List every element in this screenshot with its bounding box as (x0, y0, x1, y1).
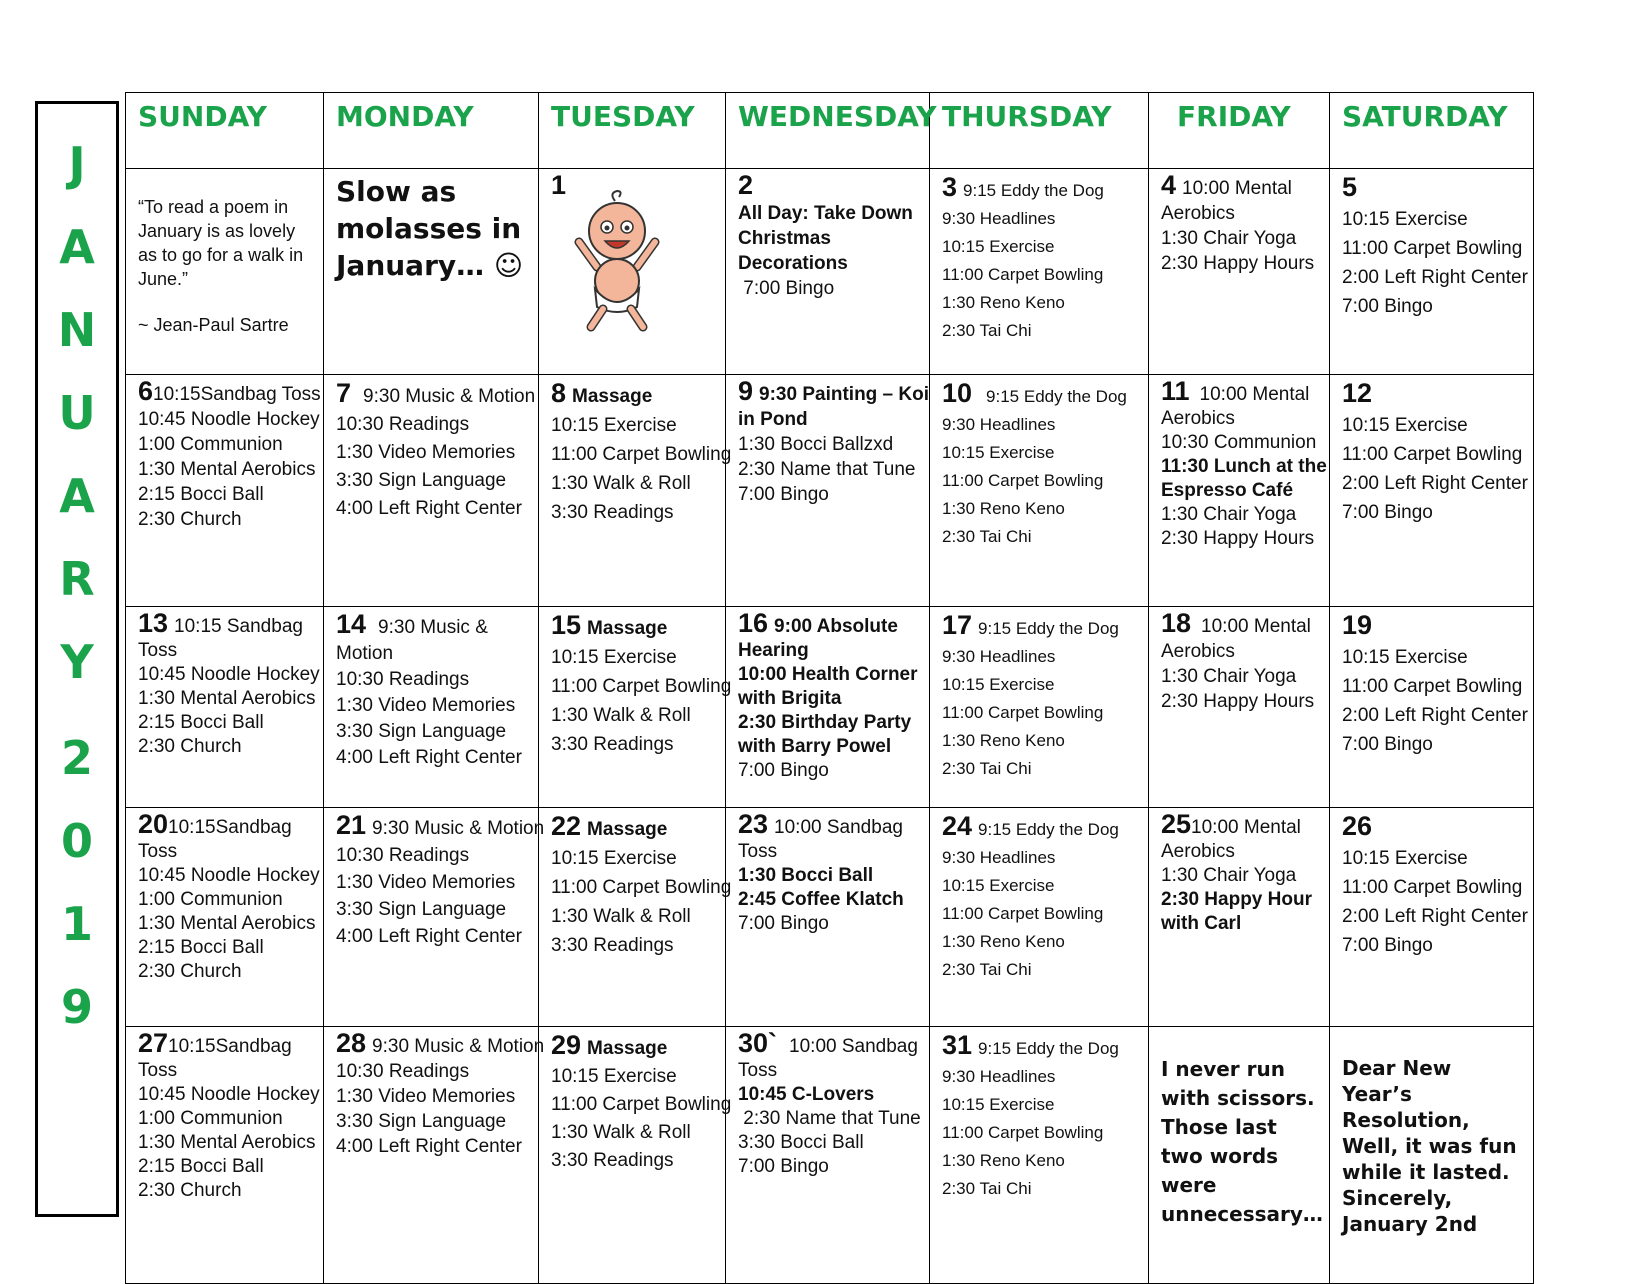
day-number: 6 (138, 376, 154, 407)
weekday-header: THURSDAY (930, 93, 1149, 169)
event-item: 9:30 Music & Motion (363, 386, 536, 408)
day-cell-4 (1149, 169, 1330, 375)
event-item: 11:00 Carpet Bowling (1342, 675, 1523, 697)
event-item: 9:30 Music & Motion (372, 1036, 545, 1058)
event-item: 10:30 Readings (336, 1061, 470, 1083)
event-item: Toss (138, 1060, 178, 1082)
event-item: 9:30 Music & (378, 616, 488, 638)
banner-letter: J (68, 137, 86, 191)
banner-letter: 2 (60, 731, 93, 785)
event-item: 1:30 Mental Aerobics (138, 687, 316, 709)
event-item: 10:45 Noodle Hockey (138, 864, 320, 886)
event-item: Aerobics (1161, 408, 1235, 430)
banner-letter: 9 (60, 980, 93, 1034)
joke-text: I never run with scissors. Those last two words were unnecessary… (1161, 1057, 1323, 1227)
day-number: 31 (942, 1030, 973, 1061)
event-item: 11:00 Carpet Bowling (551, 876, 732, 898)
day-number: 3 (942, 172, 958, 203)
event-item: 1:30 Video Memories (336, 1086, 516, 1108)
weekday-header-row (126, 93, 1534, 169)
event-item: 3:30 Sign Language (336, 898, 507, 920)
event-item: 9:15 Eddy the Dog (978, 618, 1119, 638)
day-number: 30` (738, 1028, 778, 1059)
event-item: All Day: Take Down (738, 203, 913, 225)
event-item: 2:00 Left Right Center (1342, 473, 1528, 495)
saying-line: January… (336, 249, 485, 283)
event-item: 2:30 Name that Tune (738, 459, 916, 481)
event-item: 2:30 Happy Hour (1161, 888, 1312, 910)
event-item: 1:30 Reno Keno (942, 499, 1065, 519)
event-item: 9:15 Eddy the Dog (978, 819, 1119, 839)
day-cell-2 (726, 169, 930, 375)
weekday-header: FRIDAY (1149, 93, 1330, 169)
day-cell-24 (930, 807, 1149, 1026)
day-cell-31 (930, 1027, 1149, 1284)
event-item: 2:15 Bocci Ball (138, 1156, 264, 1178)
event-item: 11:00 Carpet Bowling (942, 471, 1104, 491)
event-item: 9:30 Headlines (942, 415, 1056, 435)
event-item: with Brigita (738, 687, 842, 709)
month-banner (35, 101, 119, 1217)
week-row-2 (126, 375, 1534, 606)
event-item: 4:00 Left Right Center (336, 1136, 522, 1158)
event-item: 2:30 Happy Hours (1161, 690, 1315, 712)
event-item: 7:00 Bingo (1342, 934, 1433, 956)
event-item: with Barry Powel (738, 735, 892, 757)
event-item: 3:30 Sign Language (336, 1111, 507, 1133)
event-item: 9:30 Painting – Koi (759, 384, 930, 406)
event-item: Massage (587, 617, 668, 639)
banner-letter: 0 (60, 814, 93, 868)
day-cell-5 (1330, 169, 1534, 375)
banner-letter: A (59, 220, 95, 274)
day-cell-15 (539, 606, 732, 807)
event-item: 10:30 Communion (1161, 432, 1317, 454)
day-cell-6 (126, 375, 324, 606)
event-item: 10:15Sandbag Toss (153, 384, 321, 406)
day-cell-21 (324, 807, 545, 1026)
event-item: 11:00 Carpet Bowling (551, 675, 732, 697)
day-number: 28 (336, 1028, 367, 1059)
day-number: 27 (138, 1028, 169, 1059)
day-cell-9 (726, 375, 930, 606)
day-cell-11 (1149, 375, 1330, 606)
event-item: Hearing (738, 639, 809, 661)
day-cell-30 (726, 1027, 930, 1284)
weekday-header: SATURDAY (1330, 93, 1534, 169)
day-cell-saying (324, 169, 539, 375)
event-item: 1:30 Video Memories (336, 694, 516, 716)
event-item: 11:00 Carpet Bowling (942, 903, 1104, 923)
day-number: 1 (551, 170, 567, 201)
event-item: 9:15 Eddy the Dog (978, 1039, 1119, 1059)
event-item: 2:15 Bocci Ball (138, 936, 264, 958)
event-item: 9:30 Headlines (942, 1067, 1056, 1087)
day-number: 10 (942, 378, 973, 409)
day-number: 13 (138, 607, 169, 638)
event-item: 10:30 Readings (336, 668, 470, 690)
event-item: 10:00 Mental (1201, 615, 1311, 637)
event-item: Toss (138, 840, 178, 862)
event-item: 7:00 Bingo (738, 1156, 829, 1178)
banner-letter: Y (60, 635, 94, 689)
event-item: 2:30 Happy Hours (1161, 528, 1315, 550)
event-item: 3:30 Sign Language (336, 470, 507, 492)
event-item: 10:15 Exercise (942, 1095, 1055, 1115)
event-item: 11:30 Lunch at the (1161, 456, 1327, 478)
weekday-header: TUESDAY (539, 93, 726, 169)
event-item: 9:30 Music & Motion (372, 817, 545, 839)
event-item: 1:30 Walk & Roll (551, 704, 691, 726)
event-item: 2:45 Coffee Klatch (738, 888, 904, 910)
day-number: 15 (551, 609, 582, 640)
event-item: Espresso Café (1161, 480, 1294, 502)
event-item: 2:00 Left Right Center (1342, 905, 1528, 927)
event-item: Christmas (738, 228, 831, 250)
event-item: Toss (138, 639, 178, 661)
event-item: 4:00 Left Right Center (336, 498, 522, 520)
weekday-header: MONDAY (324, 93, 539, 169)
event-item: 1:00 Communion (138, 1108, 283, 1130)
day-cell-7 (324, 375, 539, 606)
day-number: 29 (551, 1030, 582, 1061)
event-item: 10:15 Exercise (551, 847, 677, 869)
event-item: 1:30 Reno Keno (942, 293, 1065, 313)
day-cell-29 (539, 1027, 732, 1284)
event-item: 1:30 Chair Yoga (1161, 504, 1297, 526)
day-number: 2 (738, 170, 754, 201)
event-item: Motion (336, 642, 394, 664)
week-row-4 (126, 807, 1534, 1026)
day-cell-19 (1330, 606, 1534, 807)
event-item: 1:00 Communion (138, 434, 283, 456)
event-item: 10:45 Noodle Hockey (138, 663, 320, 685)
banner-letter: R (59, 552, 95, 606)
day-cell-8 (539, 375, 732, 606)
smiley-icon: ☺ (493, 249, 524, 283)
event-item: 2:30 Tai Chi (942, 321, 1032, 341)
event-item: 11:00 Carpet Bowling (1342, 444, 1523, 466)
saying-line: Slow as (336, 175, 457, 209)
day-cell-quote (126, 169, 324, 375)
event-item: 2:15 Bocci Ball (138, 484, 264, 506)
event-item: 10:15Sandbag (168, 816, 292, 838)
event-item: Massage (587, 818, 668, 840)
day-number: 4 (1161, 170, 1177, 201)
banner-letter: U (58, 386, 96, 440)
event-item: 11:00 Carpet Bowling (1342, 876, 1523, 898)
event-item: 1:30 Reno Keno (942, 931, 1065, 951)
event-item: 11:00 Carpet Bowling (551, 444, 732, 466)
event-item: 10:15 Exercise (1342, 646, 1468, 668)
event-item: 10:45 C-Lovers (738, 1084, 875, 1106)
event-item: 2:15 Bocci Ball (138, 711, 264, 733)
event-item: 10:15 Exercise (1342, 847, 1468, 869)
day-number: 14 (336, 608, 367, 639)
week-row-1 (126, 169, 1534, 375)
day-cell-23 (726, 807, 930, 1026)
day-cell-1 (539, 169, 726, 375)
weekday-header: SUNDAY (126, 93, 324, 169)
event-item: 10:15 Exercise (551, 415, 677, 437)
event-item: 10:15 Exercise (1342, 415, 1468, 437)
event-item: 1:30 Chair Yoga (1161, 228, 1297, 250)
event-item: 9:30 Headlines (942, 646, 1056, 666)
day-cell-14 (324, 606, 539, 807)
event-item: 1:30 Mental Aerobics (138, 1132, 316, 1154)
day-number: 9 (738, 376, 754, 407)
event-item: 10:15 Exercise (551, 646, 677, 668)
event-item: 2:30 Church (138, 960, 242, 982)
event-item: 10:30 Readings (336, 844, 470, 866)
event-item: 2:00 Left Right Center (1342, 267, 1528, 289)
day-number: 7 (336, 378, 352, 409)
event-item: 1:30 Mental Aerobics (138, 459, 316, 481)
day-cell-13 (126, 606, 324, 807)
day-number: 19 (1342, 609, 1373, 640)
event-item: 11:00 Carpet Bowling (942, 1123, 1104, 1143)
event-item: 2:30 Tai Chi (942, 527, 1032, 547)
event-item: 2:30 Tai Chi (942, 959, 1032, 979)
event-item: 2:30 Church (138, 735, 242, 757)
banner-letter: A (59, 469, 95, 523)
event-item: 2:30 Tai Chi (942, 1179, 1032, 1199)
event-item: 11:00 Carpet Bowling (942, 702, 1104, 722)
event-item: 9:15 Eddy the Dog (963, 181, 1104, 201)
day-cell-26 (1330, 807, 1534, 1026)
event-item: 10:00 Sandbag (789, 1036, 918, 1058)
banner-letter: 1 (60, 897, 93, 951)
day-cell-16 (726, 606, 930, 807)
event-item: 7:00 Bingo (738, 484, 829, 506)
day-number: 23 (738, 808, 769, 839)
day-number: 17 (942, 609, 973, 640)
event-item: 4:00 Left Right Center (336, 925, 522, 947)
event-item: 2:30 Name that Tune (738, 1108, 921, 1130)
event-item: 1:30 Video Memories (336, 442, 516, 464)
event-item: 11:00 Carpet Bowling (1342, 238, 1523, 260)
event-item: 2:30 Tai Chi (942, 758, 1032, 778)
day-number: 11 (1161, 376, 1190, 407)
day-number: 26 (1342, 810, 1373, 841)
day-number: 25 (1161, 808, 1192, 839)
event-item: 10:30 Readings (336, 414, 470, 436)
day-cell-17 (930, 606, 1149, 807)
event-item: with Carl (1161, 912, 1242, 934)
event-item: 1:30 Video Memories (336, 871, 516, 893)
event-item: Aerobics (1161, 203, 1235, 225)
event-item: 7:00 Bingo (1342, 733, 1433, 755)
day-cell-joke (1149, 1027, 1330, 1284)
event-item: 10:00 Mental (1182, 178, 1292, 200)
event-item: 10:00 Health Corner (738, 663, 918, 685)
event-item: 4:00 Left Right Center (336, 746, 522, 768)
event-item: 1:30 Walk & Roll (551, 905, 691, 927)
event-item: 1:00 Communion (138, 888, 283, 910)
quote-author: ~ Jean-Paul Sartre (138, 315, 289, 336)
event-item: 9:00 Absolute (774, 615, 898, 637)
event-item: 10:15 Exercise (551, 1066, 677, 1088)
event-item: 2:30 Church (138, 1180, 242, 1202)
event-item: 7:00 Bingo (738, 912, 829, 934)
resolution-text: Dear New Year’s Resolution, Well, it was fun while it lasted. Sincerely, January 2nd (1342, 1056, 1517, 1237)
event-item: 3:30 Readings (551, 733, 674, 755)
event-item: 1:30 Mental Aerobics (138, 912, 316, 934)
event-item: Massage (587, 1038, 668, 1060)
event-item: 1:30 Walk & Roll (551, 473, 691, 495)
day-cell-18 (1149, 606, 1330, 807)
event-item: 2:30 Church (138, 509, 242, 531)
baby-icon (567, 187, 667, 347)
day-number: 12 (1342, 378, 1373, 409)
day-cell-27 (126, 1027, 324, 1284)
event-item: Massage (572, 386, 653, 408)
event-item: 10:15 Exercise (942, 875, 1055, 895)
event-item: 2:00 Left Right Center (1342, 704, 1528, 726)
event-item: 7:00 Bingo (738, 278, 835, 300)
event-item: 10:15 Sandbag (174, 615, 303, 637)
weekday-header: WEDNESDAY (726, 93, 930, 169)
calendar-grid (125, 92, 1534, 1284)
event-item: 2:30 Happy Hours (1161, 253, 1315, 275)
event-item: Aerobics (1161, 640, 1235, 662)
day-number: 21 (336, 809, 367, 840)
event-item: 9:15 Eddy the Dog (986, 387, 1127, 407)
event-item: 10:15 Exercise (942, 237, 1055, 257)
event-item: 10:45 Noodle Hockey (138, 409, 320, 431)
day-cell-25 (1149, 807, 1330, 1026)
day-cell-22 (539, 807, 732, 1026)
day-number: 5 (1342, 172, 1358, 203)
day-cell-28 (324, 1027, 545, 1284)
event-item: 3:30 Sign Language (336, 720, 507, 742)
day-cell-20 (126, 807, 324, 1026)
banner-letter: N (57, 303, 97, 357)
event-item: 10:00 Sandbag (774, 816, 903, 838)
event-item: 1:30 Chair Yoga (1161, 864, 1297, 886)
event-item: 1:30 Reno Keno (942, 730, 1065, 750)
day-number: 20 (138, 808, 169, 839)
event-item: Toss (738, 1060, 778, 1082)
event-item: 10:15Sandbag (168, 1036, 292, 1058)
saying-line: molasses in (336, 212, 522, 246)
week-row-3 (126, 606, 1534, 807)
event-item: 10:15 Exercise (1342, 209, 1468, 231)
event-item: 7:00 Bingo (738, 759, 829, 781)
event-item: 7:00 Bingo (1342, 502, 1433, 524)
event-item: 1:30 Chair Yoga (1161, 665, 1297, 687)
event-item: 3:30 Readings (551, 502, 674, 524)
event-item: 1:30 Walk & Roll (551, 1122, 691, 1144)
event-item: 10:15 Exercise (942, 443, 1055, 463)
event-item: 10:15 Exercise (942, 674, 1055, 694)
event-item: 10:00 Mental (1199, 384, 1310, 406)
event-item: 1:30 Bocci Ball (738, 864, 874, 886)
event-item: 10:00 Mental (1191, 816, 1301, 838)
quote-text: “To read a poem in January is as lovely as to go for a walk in June.” (138, 197, 304, 290)
event-item: 3:30 Bocci Ball (738, 1132, 864, 1154)
day-cell-10 (930, 375, 1149, 606)
day-cell-12 (1330, 375, 1534, 606)
event-item: Toss (738, 840, 778, 862)
event-item: 10:45 Noodle Hockey (138, 1084, 320, 1106)
event-item: Aerobics (1161, 840, 1235, 862)
event-item: in Pond (738, 409, 808, 431)
day-number: 24 (942, 810, 973, 841)
day-number: 8 (551, 378, 567, 409)
event-item: 11:00 Carpet Bowling (551, 1094, 732, 1116)
event-item: 1:30 Bocci Ballzxd (738, 434, 894, 456)
day-number: 22 (551, 810, 582, 841)
day-cell-resolution (1330, 1027, 1534, 1284)
event-item: 3:30 Readings (551, 934, 674, 956)
day-number: 18 (1161, 607, 1192, 638)
event-item: 3:30 Readings (551, 1150, 674, 1172)
event-item: 11:00 Carpet Bowling (942, 265, 1104, 285)
day-cell-3 (930, 169, 1149, 375)
event-item: 1:30 Reno Keno (942, 1151, 1065, 1171)
event-item: 9:30 Headlines (942, 209, 1056, 229)
event-item: 2:30 Birthday Party (738, 711, 912, 733)
event-item: 7:00 Bingo (1342, 296, 1433, 318)
event-item: 9:30 Headlines (942, 847, 1056, 867)
event-item: Decorations (738, 253, 848, 275)
week-row-5 (126, 1027, 1534, 1284)
day-number: 16 (738, 607, 769, 638)
